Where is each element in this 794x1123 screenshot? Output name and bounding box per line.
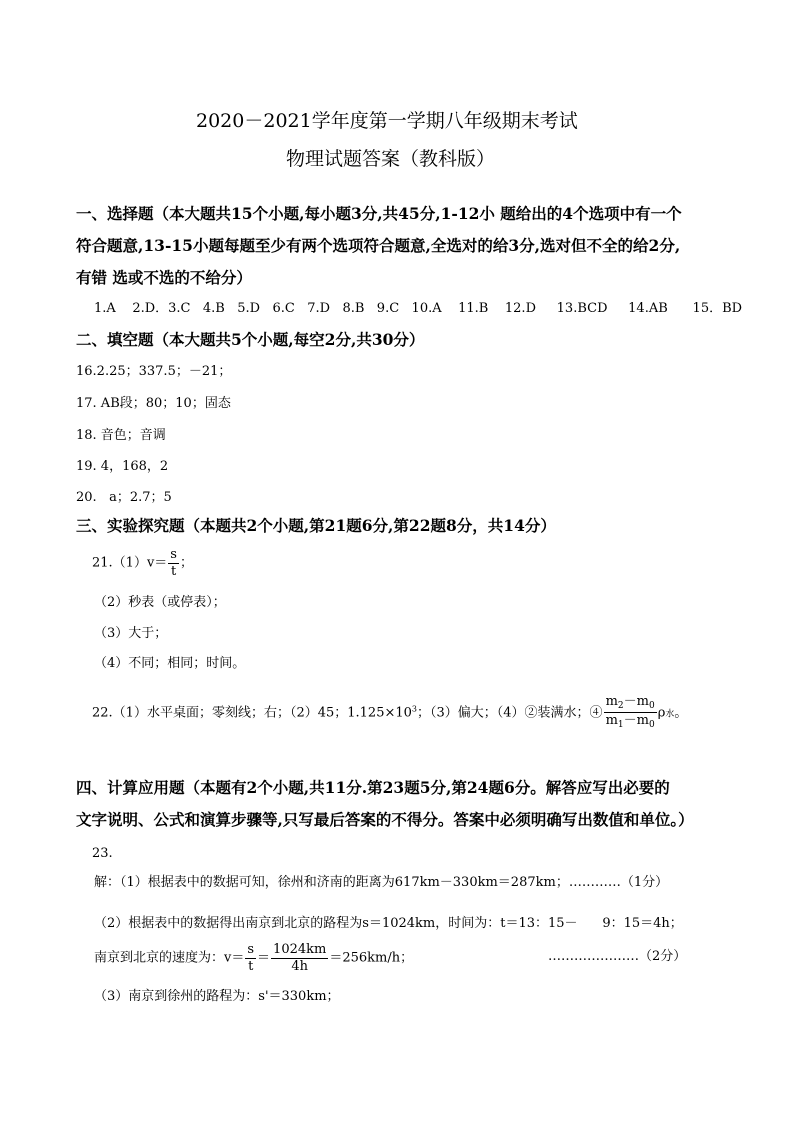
- fraction-s-over-t: [168, 548, 179, 578]
- answer-21-part4: （4）不同；相同；时间。: [94, 656, 246, 671]
- page-title: 2020－2021学年度第一学期八年级期末考试: [196, 110, 578, 132]
- section1-heading-line1: 一、选择题（本大题共15个小题,每小题3分,共45分,1-12小 题给出的4个选项中有一个: [76, 204, 682, 223]
- speed-prefix: 南京到北京的速度为：v＝: [94, 950, 245, 966]
- fraction-denominator: 4h: [291, 958, 309, 974]
- answer-18: 18. 音色；音调: [76, 428, 166, 443]
- density-fraction: [604, 695, 657, 731]
- answer-22-end: 。: [674, 705, 688, 721]
- rho-symbol: ρ: [657, 705, 666, 721]
- subscript: 0: [648, 701, 655, 711]
- exponent: 3: [411, 704, 418, 714]
- density-numerator: $m_2-m_0$: [604, 695, 657, 713]
- speed-score: …………………（2分）: [548, 949, 687, 964]
- section1-heading-line2: 符合题意,13-15小题每题至少有两个选项符合题意,全选对的给3分,选对但不全的给2分,: [76, 236, 681, 255]
- answer-21-part1: [92, 548, 193, 578]
- page-subtitle: 物理试题答案（教科版）: [286, 148, 496, 170]
- question-23-number: 23.: [92, 846, 113, 861]
- fraction-numerator: s: [247, 942, 255, 957]
- section1-heading-line3: 有错 选或不选的不给分）: [76, 268, 252, 287]
- choice-answers: 1.A 2.D．3.C 4.B 5.D 6.C 7.D 8.B 9.C 10.A 11.B 12.D 13.BCD 14.AB 15．BD: [94, 301, 743, 316]
- answer-17: 17. AB段；80；10；固态: [76, 396, 231, 411]
- m-symbol: m: [636, 694, 649, 709]
- fraction-numerator: 1024km: [273, 942, 327, 957]
- section2-heading: 二、填空题（本大题共5个小题,每空2分,共30分）: [76, 330, 425, 349]
- rho-subscript: 水: [665, 709, 675, 720]
- answer-23-step1: 解：（1）根据表中的数据可知，徐州和济南的距离为617km－330km＝287km；…………（1分）: [94, 875, 669, 890]
- speed-result: ＝256km/h；: [329, 950, 414, 966]
- section4-heading-line2: 文字说明、公式和演算步骤等,只写最后答案的不得分。答案中必须明确写出数值和单位。）: [76, 810, 694, 829]
- answer-23-step3: （3）南京到徐州的路程为：s'＝330km；: [94, 989, 340, 1004]
- fraction-numerator: s: [170, 547, 177, 562]
- fraction-denominator: t: [171, 563, 177, 579]
- answer-21-part3: （3）大于；: [94, 626, 168, 641]
- answer-23-speed: [94, 943, 413, 973]
- answer-16: 16.2.25；337.5；－21；: [76, 364, 232, 379]
- answer-22-text: 22.（1）水平桌面；零刻线；右；（2）45；1.125×10: [92, 705, 412, 721]
- m-symbol: m: [605, 694, 618, 709]
- answer-23-step2: （2）根据表中的数据得出南京到北京的路程为s＝1024km，时间为：t＝13：15－ 9：15＝4h；: [94, 916, 683, 931]
- answer-21-part2: （2）秒表（或停表）；: [94, 595, 226, 610]
- fraction-denominator: t: [248, 958, 254, 974]
- answer-22: [92, 695, 687, 731]
- subscript: 1: [617, 720, 624, 731]
- equals-sign: ＝: [257, 950, 271, 966]
- density-denominator: $m_1-m_0$: [605, 713, 655, 731]
- answer-21-prefix: 21.（1）v＝: [92, 555, 168, 571]
- subscript: 2: [617, 701, 624, 711]
- section4-heading-line1: 四、计算应用题（本题有2个小题,共11分.第23题5分,第24题6分。解答应写出必要的: [76, 778, 670, 797]
- speed-fraction-2: [271, 943, 328, 973]
- answer-19: 19. 4，168，2: [76, 459, 169, 474]
- section3-heading: 三、实验探究题（本题共2个小题,第21题6分,第22题8分，共14分）: [76, 516, 556, 535]
- answer-21-suffix: ；: [179, 555, 193, 571]
- subscript: 0: [648, 720, 655, 731]
- answer-20: 20. a；2.7；5: [76, 490, 172, 505]
- m-symbol: m: [605, 713, 618, 729]
- m-symbol: m: [636, 713, 649, 729]
- speed-fraction-1: [245, 943, 256, 973]
- answer-22-text2: ；（3）偏大；（4）②装满水；④: [417, 705, 603, 721]
